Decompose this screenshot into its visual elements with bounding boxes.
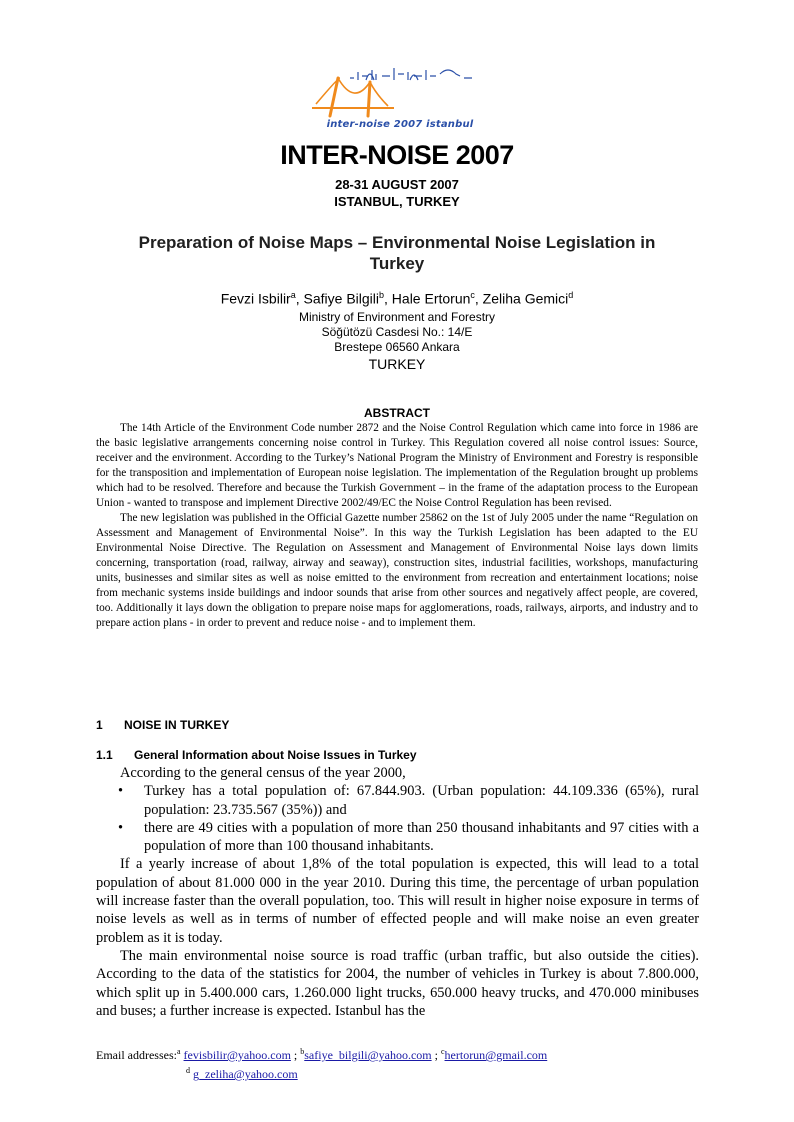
email-marker: d	[186, 1066, 190, 1075]
author-name: Fevzi Isbilir	[220, 290, 291, 307]
email-marker: a	[176, 1047, 181, 1056]
subsection-number: 1.1	[96, 748, 113, 762]
paper-title: Preparation of Noise Maps – Environmental Noise Legislation in Turkey	[138, 233, 656, 273]
section-body	[96, 764, 699, 1020]
list-item	[118, 819, 699, 856]
bullet-list	[96, 782, 699, 855]
body-paragraph: The main environmental noise source is road traffic (urban traffic, but also outside the cities). According to the data of the statistics for 2004, the number of vehicles in Turkey is about 7.800.000, which split up in 5.400.000 cars, 1.260.000 light trucks, 650.000 heavy trucks, and 470.000 minibuses and buses; a further increase is expected. Istanbul has the	[96, 947, 699, 1019]
author-marker: c	[470, 290, 475, 300]
body-paragraph: If a yearly increase of about 1,8% of the total population is expected, this will lead to a total population of about 81.000 000 in the year 2010. During this time, the percentage of urban population will increase faster than the overall population, too. This will result in higher noise exposure in terms of noise levels as well as in terms of number of effected people and will make noise an even greater problem as it is today.	[96, 856, 699, 946]
bullet-icon: •	[118, 819, 124, 836]
email-link[interactable]: hertorun@gmail.com	[444, 1048, 548, 1062]
author-name: Safiye Bilgili	[303, 290, 379, 307]
abstract-paragraph: The new legislation was published in the Official Gazette number 25862 on the 1st of July 2005 under the name “Regulation on Assessment and Management of Environmental Noise”. In this way the Turkish Legislation has been adapted to the EU Environmental Noise Directive. The Regulation on Assessment and Management of Environmental Noise lays down limits concerning, transportation (road, railway, airway and seaway), construction sites, industrial facilities, workshops, manufacturing units, businesses and similar sites as well as noise emitted to the environment from recreation and entertainment locations; noise from mechanic systems inside buildings and indoor sounds that arise from other sources and negatively affect people, are covered, too. Additionally it lays down the obligation to prepare noise maps for agglomerations, roads, railways, airports, and industry and to prepare action plans - in order to prevent and reduce noise - and to implement them.	[96, 512, 698, 629]
section-heading	[96, 718, 696, 732]
email-link[interactable]: g_zeliha@yahoo.com	[193, 1067, 298, 1081]
bridge-skyline-icon	[310, 64, 490, 120]
email-marker: c	[440, 1047, 445, 1056]
separator: ;	[434, 1048, 438, 1062]
subsection-heading	[96, 748, 696, 762]
subsection-title: General Information about Noise Issues in Turkey	[134, 748, 417, 762]
logo-caption: inter-noise 2007 istanbul	[326, 119, 474, 130]
affiliation-country: TURKEY	[368, 356, 426, 372]
author-name: Zeliha Gemici	[482, 290, 569, 307]
abstract-heading: ABSTRACT	[364, 406, 430, 420]
author-marker: b	[379, 290, 385, 300]
email-footnote	[96, 1044, 716, 1082]
bullet-icon: •	[118, 783, 124, 800]
section-title: NOISE IN TURKEY	[124, 718, 230, 732]
body-paragraph: According to the general census of the year 2000,	[120, 765, 406, 781]
affiliation-line: Ministry of Environment and Forestry	[298, 310, 496, 324]
author-marker: a	[290, 290, 296, 300]
abstract-paragraph: The 14th Article of the Environment Code number 2872 and the Noise Control Regulation which came into force in 1986 are the basic legislative arrangements concerning noise control in Turkey. This Regulation covered all noise control issues: Source, receiver and the environment. According to the Turkey’s National Program the Ministry of Environment and Forestry is responsible for the transposition and implementation of European noise legislation. The implementation of the Regulation brought up problems which had to be resolved. Therefore and because the Turkish Government – in the frame of the adaptation process to the European Union - wanted to transpose and implement Directive 2002/49/EC the Noise Control Regulation has been revised.	[96, 422, 698, 509]
conference-logo	[310, 64, 490, 136]
email-link[interactable]: fevisbilir@yahoo.com	[183, 1048, 291, 1062]
conference-place: ISTANBUL, TURKEY	[334, 194, 460, 209]
list-item-text: there are 49 cities with a population of more than 250 thousand inhabitants and 97 cities with a population of more than 100 thousand inhabitants.	[144, 819, 699, 855]
abstract-body	[96, 421, 698, 631]
separator: ;	[293, 1048, 298, 1062]
affiliation-line: Brestepe 06560 Ankara	[334, 340, 460, 354]
conference-dates: 28-31 AUGUST 2007	[335, 177, 459, 192]
footnote-label: Email addresses:	[96, 1048, 177, 1062]
list-item-text: Turkey has a total population of: 67.844.903. (Urban population: 44.109.336 (65%), rural population: 23.735.567 (35%)) and	[144, 783, 699, 818]
affiliation-line: Söğütözü Casdesi No.: 14/E	[321, 325, 473, 339]
email-marker: b	[300, 1047, 305, 1056]
author-name: Hale Ertorun	[391, 290, 471, 307]
list-item	[118, 782, 699, 819]
email-link[interactable]: safiye_bilgili@yahoo.com	[304, 1048, 432, 1062]
section-number: 1	[96, 718, 103, 732]
author-list: Fevzi Isbilir$^a$, Safiye Bilgili$^b$, Hale Ertorun$^c$, Zeliha Gemici$^d$	[220, 290, 574, 307]
author-marker: d	[568, 290, 574, 300]
conference-title: INTER-NOISE 2007	[280, 140, 514, 170]
